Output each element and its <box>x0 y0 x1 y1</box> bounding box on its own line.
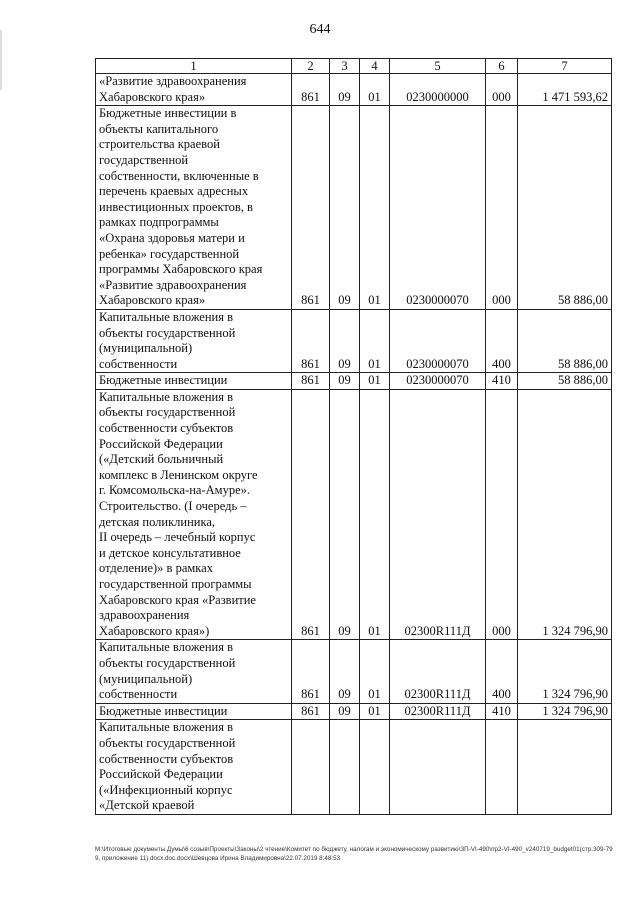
column-header: 4 <box>360 59 390 74</box>
column-header: 2 <box>292 59 330 74</box>
cell-section: 09 <box>330 703 360 720</box>
cell-target-article: 0230000070 <box>390 373 486 390</box>
row-name: Бюджетные инвестиции <box>96 703 292 720</box>
table-row <box>96 106 612 310</box>
cell-target-article <box>390 720 486 815</box>
cell-subsection: 01 <box>360 106 390 310</box>
cell-amount: 1 324 796,90 <box>518 640 612 703</box>
cell-subsection: 01 <box>360 389 390 640</box>
cell-amount: 58 886,00 <box>518 309 612 372</box>
table-row <box>96 309 612 372</box>
cell-subsection: 01 <box>360 309 390 372</box>
cell-target-article: 0230000070 <box>390 106 486 310</box>
table-row <box>96 720 612 815</box>
row-name: Капитальные вложения в объекты государственной собственности субъектов Российской Федерации («Детский больничный комплекс в Ленинском округе г. Комсомольска-на-Амуре». Строительство. (I очередь – детская поликлиника, II очередь – лечебный корпус и детское консультативное отделение)» в рамках государственной программы Хабаровского края «Развитие здравоохранения Хабаровского края») <box>96 389 292 640</box>
table-row <box>96 74 612 106</box>
cell-expense-type: 000 <box>486 74 518 106</box>
scan-edge-mark <box>0 30 2 90</box>
cell-subsection <box>360 720 390 815</box>
column-header: 7 <box>518 59 612 74</box>
cell-subsection: 01 <box>360 640 390 703</box>
cell-target-article: 02300R111Д <box>390 640 486 703</box>
cell-target-article: 02300R111Д <box>390 703 486 720</box>
cell-target-article: 0230000070 <box>390 309 486 372</box>
row-name: Капитальные вложения в объекты государственной (муниципальной) собственности <box>96 309 292 372</box>
column-header: 3 <box>330 59 360 74</box>
cell-amount: 1 324 796,90 <box>518 703 612 720</box>
cell-ministry: 861 <box>292 389 330 640</box>
cell-section: 09 <box>330 389 360 640</box>
cell-expense-type: 000 <box>486 106 518 310</box>
cell-section: 09 <box>330 106 360 310</box>
cell-section: 09 <box>330 640 360 703</box>
column-header: 5 <box>390 59 486 74</box>
row-name: Капитальные вложения в объекты государственной (муниципальной) собственности <box>96 640 292 703</box>
row-name: Бюджетные инвестиции <box>96 373 292 390</box>
cell-subsection: 01 <box>360 703 390 720</box>
cell-ministry: 861 <box>292 106 330 310</box>
cell-expense-type: 400 <box>486 309 518 372</box>
cell-section: 09 <box>330 74 360 106</box>
cell-ministry <box>292 720 330 815</box>
cell-amount <box>518 720 612 815</box>
table-row <box>96 373 612 390</box>
table-row <box>96 389 612 640</box>
cell-expense-type: 000 <box>486 389 518 640</box>
cell-amount: 58 886,00 <box>518 373 612 390</box>
cell-ministry: 861 <box>292 74 330 106</box>
cell-expense-type: 410 <box>486 703 518 720</box>
cell-target-article: 02300R111Д <box>390 389 486 640</box>
cell-expense-type: 410 <box>486 373 518 390</box>
table-row <box>96 703 612 720</box>
cell-ministry: 861 <box>292 640 330 703</box>
row-name: Капитальные вложения в объекты государственной собственности субъектов Российской Федерации («Инфекционный корпус «Детской краевой <box>96 720 292 815</box>
cell-section <box>330 720 360 815</box>
cell-ministry: 861 <box>292 703 330 720</box>
header-row <box>96 59 612 74</box>
table-row <box>96 640 612 703</box>
file-path-footer: M:\Итоговые документы Думы\6 созыв\Проекты\Законы\2 чтение\Комитет по бюджету, налогам и экономическому развитию\ЗП-VI-490\пр2-VI-490_v240719_budget01(стр.309-799, приложение 11).docx.doc.docx\Шевцова Ирина Владимировна\22.07.2019 8:48:53 <box>95 846 613 862</box>
cell-expense-type: 400 <box>486 640 518 703</box>
cell-section: 09 <box>330 373 360 390</box>
cell-amount: 1 324 796,90 <box>518 389 612 640</box>
cell-section: 09 <box>330 309 360 372</box>
row-name: «Развитие здравоохранения Хабаровского края» <box>96 74 292 106</box>
column-header: 6 <box>486 59 518 74</box>
cell-subsection: 01 <box>360 74 390 106</box>
cell-expense-type <box>486 720 518 815</box>
row-name: Бюджетные инвестиции в объекты капитального строительства краевой государственной собственности, включенные в перечень краевых адресных инвестиционных проектов, в рамках подпрограммы «Охрана здоровья матери и ребенка» государственной программы Хабаровского края «Развитие здравоохранения Хабаровского края» <box>96 106 292 310</box>
cell-subsection: 01 <box>360 373 390 390</box>
cell-ministry: 861 <box>292 373 330 390</box>
page-number: 644 <box>309 22 331 37</box>
cell-target-article: 0230000000 <box>390 74 486 106</box>
cell-amount: 58 886,00 <box>518 106 612 310</box>
cell-ministry: 861 <box>292 309 330 372</box>
cell-amount: 1 471 593,62 <box>518 74 612 106</box>
budget-table <box>95 58 612 815</box>
column-header: 1 <box>96 59 292 74</box>
